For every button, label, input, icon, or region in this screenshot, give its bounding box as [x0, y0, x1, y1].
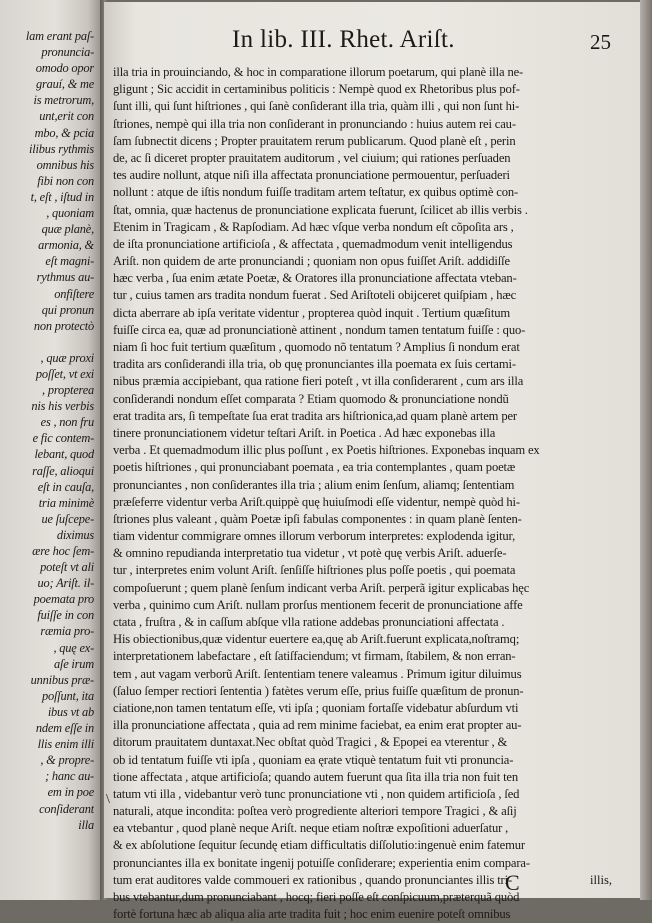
left-text-line: ræmia pro- [40, 624, 94, 639]
text-line: Ariſt. non quidem de arte pronunciandi ; quoniam non opus fuiſſet Ariſt. addidiſſe [113, 254, 510, 269]
left-text-line: em in poe [47, 785, 94, 800]
left-text-line: pronuncia- [41, 45, 94, 60]
left-text-line: ue ſuſcepe- [41, 511, 94, 526]
left-text-line: , & propre- [40, 753, 94, 768]
left-text-line: conſiderant [39, 801, 94, 816]
left-text-line: illa [78, 817, 94, 832]
text-line: conſiderandi nondum eſſet comparata ? Etiam quomodo & pronunciatione nondũ [113, 391, 509, 406]
text-line: tatum vti illa , videbantur verò tunc pronunciatione vti , non quidem artificioſa , ſed [113, 786, 520, 801]
left-text-line: diximus [56, 527, 94, 542]
left-text-line [0, 334, 94, 350]
text-line: & ex abſolutione ſequitur ſecundę etiam difficultatis diſſolutio:ingenuè enim fatemur [113, 838, 525, 853]
left-text-line: omodo opor [35, 61, 94, 76]
text-line: tum erat auditores valde commoueri ex rationibus , quando pronunciantes illis tri- [113, 872, 512, 887]
text-line: erat tradita ars, ſi tempeſtate ſua erat tradita ars hiſtrionica,ad quam planè artem per [113, 408, 517, 423]
text-line: illa pronunciatione affectata , quia ad rem minime faciebat, ea enim erat propter au- [113, 718, 522, 733]
left-text-line: , quę ex- [53, 640, 94, 655]
left-text-line: poſſunt, ita [42, 688, 94, 703]
text-line: tiam videntur commigrare omnes illorum verborum interpretes: explodenda igitur, [113, 529, 516, 544]
running-header: In lib. III. Rhet. Ariſt. [232, 26, 455, 53]
text-line: de iſta pronunciatione artificioſa , & affectata , quemadmodum venit intelligendus [113, 236, 513, 251]
left-text-line: fuiſſe in con [37, 608, 94, 623]
left-page-text [0, 28, 94, 833]
text-line: gligunt ; Sic accidit in certaminibus politicis : Nempè quod ex Rhetoribus plus pof- [113, 82, 520, 97]
margin-mark: \ [106, 792, 110, 807]
text-line: tinere pronunciationem videtur teſtari Ariſt. in Poetica . Ad hæc exponebas illa [113, 425, 496, 440]
text-line: verba . Et quemadmodum illic plus poſſunt , ex Poetis hiſtriones. Exponebas inquam ex [113, 443, 540, 458]
text-line: tur , interpretes enim volunt Ariſt. ſenſiſſe hiſtriones plus poſſe poetis , qui poemata [113, 563, 516, 578]
left-text-line: rythmus au- [36, 270, 94, 285]
catchword: illis, [590, 873, 613, 887]
left-text-line: , quoniam [46, 206, 94, 221]
text-line: naturali, atque incondita: poſtea verò progrediente alteriori tempore Tragici , & aſij [113, 804, 517, 819]
text-line: illa tria in prouinciando, & hoc in comparatione illorum poetarum, qui planè illa ne- [113, 65, 524, 79]
text-line: Etenim in Tragicam , & Rapſodiam. Ad hæc vſque verba nondum eſt cõpoſita ars , [113, 219, 514, 234]
left-page [0, 0, 100, 900]
left-text-line: is metrorum, [33, 93, 94, 108]
left-text-line: ære hoc ſem- [32, 544, 94, 558]
text-line: tione affectata , atque artificioſa; quando autem fuerunt qua ſita illa tria non fuit ten [113, 769, 518, 784]
left-text-line: lam erant paſ- [25, 29, 94, 43]
left-text-line: non protectò [33, 318, 94, 333]
text-line: tur , cuius tamen ars tradita nondum fuerat . Sed Ariſtoteli obijceret quiſpiam , hæc [113, 288, 517, 303]
text-line: ciatione,non tamen tentatum eſſe, vti ipſa ; quoniam fortaſſe videbatur abſurdum vti [113, 700, 519, 715]
left-text-line: lebant, quod [34, 447, 94, 462]
text-line: dicta aberrare ab ipſa veritate videntur , propterea quòd inquit . Tertium quæſitum [113, 305, 511, 320]
text-line: interpretationem labefactare , eſt ſatiſfaciendum; vt firmam, ſtabilem, & non erran- [113, 649, 516, 664]
text-line: ctata , fruſtra , & in caſſum abſque vlla ratione addebas pronunciationi affectata . [113, 615, 505, 629]
text-line: ſtriones plus valeant , quàm Poetæ ipſi fabulas componentes : in quam planè ſenten- [113, 511, 522, 526]
text-line: poetis hiſtriones , qui pronunciabant poemata , ea tria contemplantes , quam poetæ [113, 460, 516, 475]
left-text-line: ibus vt ab [47, 704, 94, 719]
left-text-line: ndem eſſe in [35, 721, 94, 736]
left-text-line: es , non fru [40, 415, 94, 430]
left-text-line: aſe irum [53, 656, 94, 671]
text-line: præſeferre videntur verba Ariſt.quippè quę huiuſmodi eſſe videntur, nempè quòd hi- [113, 494, 520, 509]
left-text-line: ilibus rythmis [28, 141, 94, 156]
left-text-line: uo; Ariſt. il- [37, 576, 94, 591]
left-text-line: eſt in cauſa, [37, 479, 94, 494]
text-line: ſtat, omnia, quæ hactenus de pronunciatione explicata fuerunt, ſcilicet ab illis verbis . [113, 202, 528, 217]
left-text-line: poteſt vt ali [40, 560, 94, 575]
body-text [113, 64, 631, 923]
text-line: compoſuerunt ; quem planè ſenſum indicant verba Ariſt. perperã igitur explicabas hęc [113, 580, 530, 595]
signature-mark: C [505, 870, 520, 895]
left-text-line: , quæ proxi [40, 350, 94, 365]
text-line: nibus præmia accipiebant, qua ratione fieri poteſt , vt illa conſiderarent , cum ars illa [113, 374, 524, 389]
text-line: & omnino repudianda interpretatio tua videtur , vt potè quę verbis Ariſt. aduerſe- [113, 546, 507, 561]
left-text-line: armonia, & [38, 238, 94, 253]
left-text-line: poemata pro [33, 592, 94, 607]
text-line: verba , quinimo cum Ariſt. nullam prorſus mentionem fecerit de pronunciatione affe [113, 597, 523, 612]
left-text-line: tria minimè [38, 495, 94, 510]
text-line: fuiſſe circa ea, quæ ad pronunciationè attinent , nondum tamen tentatum fuiſſe : quo- [113, 322, 526, 337]
text-line: tes audire nollunt, atque niſi illa affectata pronunciatione permouentur, perſuaderi [113, 168, 510, 183]
text-line: ſtriones, nempè qui illa tria non conſiderant in pronunciando : huius autem rei cau- [113, 116, 516, 131]
left-text-line: mbo, & pcia [34, 125, 94, 140]
left-text-line: unt,erit con [39, 109, 94, 124]
text-line: (ſaluo ſemper rectiori ſententia ) fatètes verum eſſe, prius fuiſſe quæſitum de pronun- [113, 683, 524, 698]
left-text-line: onfiſtere [54, 286, 94, 301]
left-text-line: poſſet, vt exi [35, 366, 94, 381]
left-text-line: ; hanc au- [45, 769, 94, 784]
text-line: de, ac ſi diceret propter prauitatem auditorum , vel ciuium; qui rationes perſuaden [113, 150, 511, 165]
left-text-line: eſt magni- [45, 254, 94, 269]
text-line: ea vtebantur , quod planè neque Ariſt. neque etiam noſtræ expoſitioni aduerſatur , [113, 821, 509, 836]
left-text-line: nis his verbis [31, 399, 94, 414]
left-text-line: omnibus his [36, 157, 94, 172]
left-text-line: , propterea [42, 383, 94, 398]
page-edge [640, 0, 652, 900]
left-text-line: raſſe, alioqui [32, 463, 94, 478]
left-text-line: fibi non con [37, 173, 94, 188]
left-text-line: t, eſt , iſtud in [30, 189, 94, 204]
text-line: tem , aut vagam verborũ Ariſt. ſententiam tenere valeamus . Primum igitur diluimus [113, 666, 522, 681]
text-line: pronunciantes illa ex bonitate ingenij potuiſſe conſiderare; experientia enim compara- [113, 855, 530, 870]
page-number: 25 [590, 30, 611, 54]
text-line: niam ſi hoc fuit tertium quæſitum , quomodo nõ tentatum ? Amplius ſi nondum erat [113, 340, 520, 354]
text-line: hæc verba , ſua enim ætate Poetæ, & Oratores illa pronunciatione affectata vteban- [113, 271, 517, 286]
left-text-line: quæ planè, [41, 222, 94, 237]
text-line: ob id tentatum fuiſſe vti ipſa , quoniam ea ęrate vtiquè tentatum fuit vti pronuncia- [113, 752, 514, 767]
left-text-line: e fic contem- [32, 431, 94, 446]
text-line: nollunt : atque de iſtis nondum fuiſſe traditam artem teſtatur, ex quibus optimè con- [113, 185, 519, 200]
text-line: fortè fortuna hæc ab aliqua alia arte tradita fuit ; hoc enim euenire poteſt omnibus [113, 907, 511, 922]
left-text-line: grauí, & me [35, 77, 94, 92]
text-line: ditorum prauitatem duntaxat.Nec obſtat quòd Tragici , & Epopei ea vterentur , & [113, 735, 508, 750]
left-text-line: qui pronun [41, 302, 94, 317]
text-line: His obiectionibus,quæ videntur euertere ea,quę ab Ariſt.fuerunt explicata,noſtramq; [113, 632, 520, 647]
left-text-line: llis enim illi [37, 737, 94, 752]
left-text-line: unnibus præ- [30, 672, 94, 687]
text-line: bus vtebantur,dum pronunciabant , hocq; fieri poſſe eſt conſpicuum,præterquã quòd [113, 890, 520, 904]
text-line: ſam ſubnectit dicens ; Propter prauitatem rerum publicarum. Quod planè eſt , perin [113, 133, 516, 148]
text-line: ſunt illi, qui ſunt hiſtriones , qui ſanè conſiderant illa tria, quàm illi , qui non ſunt hi- [113, 99, 520, 114]
text-line: pronunciantes , non conſiderantes illa tria ; alium enim ſenſum, aliamq; ſententiam [113, 477, 515, 492]
text-line: tradita ars conſiderandi illa tria, ob quę pronunciantes illa poemata ex ſuis certami- [113, 357, 516, 372]
